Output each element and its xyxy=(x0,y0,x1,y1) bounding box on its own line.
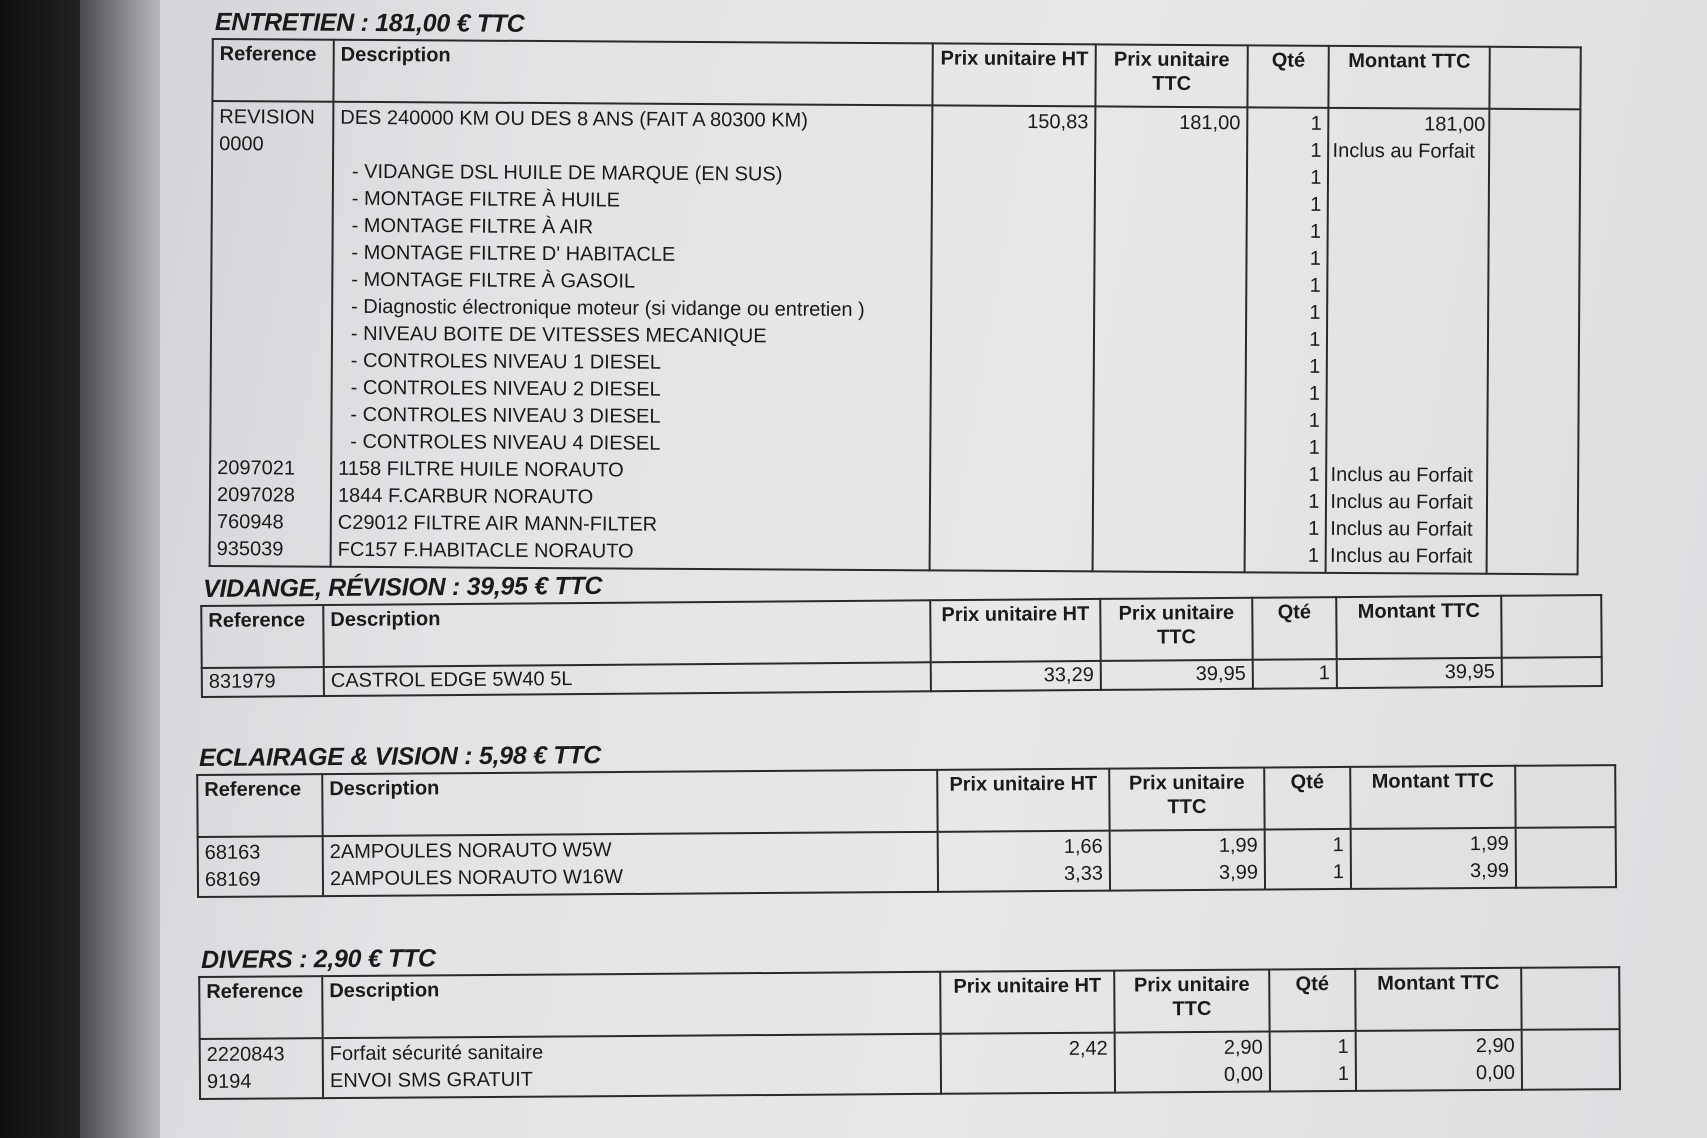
col-montant: Montant TTC xyxy=(1350,766,1515,829)
qte: 1 xyxy=(1309,274,1321,297)
underlying-sheet xyxy=(80,0,160,1138)
montant xyxy=(1331,381,1484,409)
qte: 1 xyxy=(1308,382,1321,405)
montant: 0,00 xyxy=(1475,1061,1515,1085)
col-description: Description xyxy=(322,770,937,836)
qte: 1 xyxy=(1309,247,1321,270)
col-prix-ttc: Prix unitaire TTC xyxy=(1100,598,1252,661)
desc: 1158 FILTRE HUILE NORAUTO xyxy=(338,457,624,482)
prix-ttc: 39,95 xyxy=(1101,660,1253,690)
qte: 1 xyxy=(1253,659,1337,689)
prix-ht xyxy=(948,1063,1108,1091)
montant xyxy=(1332,165,1485,193)
ref xyxy=(218,374,325,402)
qte: 1 xyxy=(1332,833,1344,857)
extra-cell xyxy=(1516,827,1616,888)
ref-cell xyxy=(210,101,334,567)
prix-ttc: 1,99 xyxy=(1218,834,1258,857)
qte: 1 xyxy=(1310,193,1322,216)
desc xyxy=(340,132,926,163)
ref xyxy=(219,158,326,186)
desc: - CONTROLES NIVEAU 4 DIESEL xyxy=(350,430,661,455)
extra-cell xyxy=(1502,657,1602,687)
ref: 2097021 xyxy=(217,457,296,480)
background-edge xyxy=(0,0,160,1138)
montant: 3,99 xyxy=(1469,859,1509,883)
prix-ht-cell xyxy=(938,831,1110,892)
prix-ht: 150,83 xyxy=(1027,110,1089,134)
montant-cell xyxy=(1326,108,1489,574)
ref: 2220843 xyxy=(206,1043,285,1066)
col-prix-ht: Prix unitaire HT xyxy=(940,971,1114,1034)
prix-ht-cell xyxy=(930,105,1096,571)
qte: 1 xyxy=(1337,1035,1349,1059)
col-reference: Reference xyxy=(197,774,322,837)
ref: 831979 xyxy=(202,667,324,697)
desc: ENVOI SMS GRATUIT xyxy=(329,1068,534,1093)
section-entretien xyxy=(209,8,1582,575)
ref xyxy=(219,185,326,213)
montant xyxy=(1331,354,1484,382)
ref: 760948 xyxy=(216,511,284,534)
desc: - Diagnostic électronique moteur (si vidange ou entretien ) xyxy=(351,295,865,321)
col-qte: Qté xyxy=(1264,767,1350,830)
col-montant: Montant TTC xyxy=(1329,46,1490,109)
prix-ht: 33,29 xyxy=(931,661,1101,691)
ref: 0000 xyxy=(219,133,264,156)
qte: 1 xyxy=(1332,860,1344,884)
qte: 1 xyxy=(1308,409,1320,432)
section-title: ENTRETIEN : 181,00 € TTC xyxy=(214,8,525,38)
col-prix-ht: Prix unitaire HT xyxy=(937,769,1109,832)
montant xyxy=(1332,246,1485,274)
ref-cell xyxy=(198,836,323,897)
montant: 2,90 xyxy=(1475,1034,1515,1058)
extra-cell xyxy=(1487,109,1581,575)
table-header xyxy=(212,39,1580,109)
section-eclairage xyxy=(196,734,1615,898)
col-prix-ttc: Prix unitaire TTC xyxy=(1114,970,1269,1033)
qte-cell xyxy=(1270,1031,1356,1092)
prix-ttc-cell xyxy=(1110,830,1265,891)
ref: 68169 xyxy=(204,868,261,891)
montant xyxy=(1332,219,1485,247)
col-extra xyxy=(1515,765,1615,828)
prix-ht: 2,42 xyxy=(1068,1037,1108,1060)
montant-cell xyxy=(1351,828,1516,889)
montant xyxy=(1332,192,1485,220)
montant: Inclus au Forfait xyxy=(1330,517,1473,541)
ref xyxy=(219,212,326,240)
desc: - CONTROLES NIVEAU 1 DIESEL xyxy=(350,349,661,374)
montant: Inclus au Forfait xyxy=(1332,139,1475,163)
desc: 2AMPOULES NORAUTO W5W xyxy=(329,839,612,864)
prix-ttc: 2,90 xyxy=(1223,1036,1263,1059)
table-header xyxy=(199,967,1619,1039)
ref xyxy=(218,266,325,294)
col-montant: Montant TTC xyxy=(1336,596,1501,659)
ref: 9194 xyxy=(206,1070,252,1093)
montant: 181,00 xyxy=(1424,113,1486,136)
ref: 935039 xyxy=(216,538,284,561)
desc: - MONTAGE FILTRE D' HABITACLE xyxy=(351,241,676,266)
ref xyxy=(217,401,324,429)
qte-cell xyxy=(1265,829,1351,890)
col-extra xyxy=(1521,967,1619,1030)
desc-cell xyxy=(323,832,938,896)
qte: 1 xyxy=(1310,166,1322,189)
desc: - CONTROLES NIVEAU 3 DIESEL xyxy=(350,403,661,428)
qte: 1 xyxy=(1309,328,1321,351)
desc: - VIDANGE DSL HUILE DE MARQUE (EN SUS) xyxy=(351,160,783,186)
montant xyxy=(1332,273,1485,301)
col-prix-ht: Prix unitaire HT xyxy=(930,599,1100,662)
section-title: VIDANGE, RÉVISION : 39,95 € TTC xyxy=(202,571,603,603)
desc: C29012 FILTRE AIR MANN-FILTER xyxy=(337,511,658,536)
col-montant: Montant TTC xyxy=(1355,968,1521,1031)
desc: CASTROL EDGE 5W40 5L xyxy=(324,662,931,696)
col-reference: Reference xyxy=(199,976,322,1039)
col-extra xyxy=(1489,47,1580,110)
table-header xyxy=(197,765,1615,837)
col-description: Description xyxy=(322,972,940,1038)
montant: Inclus au Forfait xyxy=(1330,463,1473,487)
desc: - MONTAGE FILTRE À GASOIL xyxy=(351,268,636,293)
entretien-table xyxy=(209,38,1582,575)
desc: 1844 F.CARBUR NORAUTO xyxy=(337,484,594,509)
desc: - MONTAGE FILTRE À HUILE xyxy=(351,187,621,212)
ref: 68163 xyxy=(204,841,261,864)
qte: 1 xyxy=(1308,463,1320,486)
prix-ttc: 181,00 xyxy=(1179,111,1241,135)
col-reference: Reference xyxy=(212,39,333,102)
montant: 1,99 xyxy=(1469,832,1509,856)
qte: 1 xyxy=(1308,490,1320,513)
ref xyxy=(218,293,325,321)
ref xyxy=(218,320,325,348)
vidange-table xyxy=(200,594,1603,698)
section-divers xyxy=(198,936,1619,1100)
table-header xyxy=(201,595,1601,668)
section-vidange xyxy=(200,564,1601,698)
montant: 39,95 xyxy=(1337,658,1502,688)
table-row xyxy=(198,827,1616,897)
montant xyxy=(1331,435,1484,463)
desc: FC157 F.HABITACLE NORAUTO xyxy=(337,538,634,563)
section-title: ECLAIRAGE & VISION : 5,98 € TTC xyxy=(198,741,602,772)
prix-ttc: 3,99 xyxy=(1218,861,1259,884)
col-description: Description xyxy=(323,600,930,667)
ref xyxy=(218,347,325,375)
desc: 2AMPOULES NORAUTO W16W xyxy=(329,866,624,891)
col-prix-ht: Prix unitaire HT xyxy=(933,43,1096,106)
section-title: DIVERS : 2,90 € TTC xyxy=(200,944,436,974)
col-extra xyxy=(1501,595,1601,658)
col-prix-ttc: Prix unitaire TTC xyxy=(1095,44,1247,107)
qte: 1 xyxy=(1310,139,1322,162)
qte-cell xyxy=(1245,107,1329,572)
montant xyxy=(1331,300,1484,328)
desc: - MONTAGE FILTRE À AIR xyxy=(351,214,594,239)
extra-cell xyxy=(1522,1029,1620,1090)
qte: 1 xyxy=(1309,220,1322,243)
montant xyxy=(1331,408,1484,436)
montant: Inclus au Forfait xyxy=(1330,490,1473,514)
desc-cell xyxy=(323,1034,941,1098)
qte: 1 xyxy=(1309,301,1321,324)
qte: 1 xyxy=(1307,544,1320,567)
qte: 1 xyxy=(1337,1062,1349,1086)
qte: 1 xyxy=(1308,436,1320,459)
col-qte: Qté xyxy=(1269,969,1355,1032)
col-qte: Qté xyxy=(1247,45,1329,107)
ref: REVISION xyxy=(219,106,315,129)
table-row xyxy=(200,1029,1620,1099)
qte: 1 xyxy=(1310,112,1322,135)
desc: Forfait sécurité sanitaire xyxy=(329,1041,544,1066)
col-description: Description xyxy=(333,40,933,106)
ref xyxy=(218,239,325,267)
montant: Inclus au Forfait xyxy=(1330,544,1473,568)
qte: 1 xyxy=(1308,517,1320,540)
qte: 1 xyxy=(1309,355,1321,378)
prix-ttc-cell xyxy=(1115,1032,1270,1093)
ref xyxy=(217,428,324,456)
montant-cell xyxy=(1356,1030,1522,1091)
prix-ht-cell xyxy=(941,1033,1115,1094)
prix-ht: 3,33 xyxy=(1063,862,1104,885)
ref: 2097028 xyxy=(216,484,295,507)
col-reference: Reference xyxy=(201,605,323,668)
col-prix-ttc: Prix unitaire TTC xyxy=(1109,768,1264,831)
prix-ttc: 0,00 xyxy=(1223,1063,1264,1086)
prix-ttc-cell xyxy=(1093,106,1248,572)
desc-cell xyxy=(331,102,933,571)
col-qte: Qté xyxy=(1252,597,1336,660)
desc: - CONTROLES NIVEAU 2 DIESEL xyxy=(350,376,661,401)
eclairage-table xyxy=(196,764,1617,898)
montant xyxy=(1331,327,1484,355)
desc: - NIVEAU BOITE DE VITESSES MECANIQUE xyxy=(350,322,767,348)
ref-cell xyxy=(200,1038,323,1099)
divers-table xyxy=(198,966,1621,1100)
desc: DES 240000 KM OU DES 8 ANS (FAIT A 80300 KM) xyxy=(340,106,808,132)
prix-ht: 1,66 xyxy=(1063,835,1103,858)
table-row xyxy=(210,101,1581,574)
